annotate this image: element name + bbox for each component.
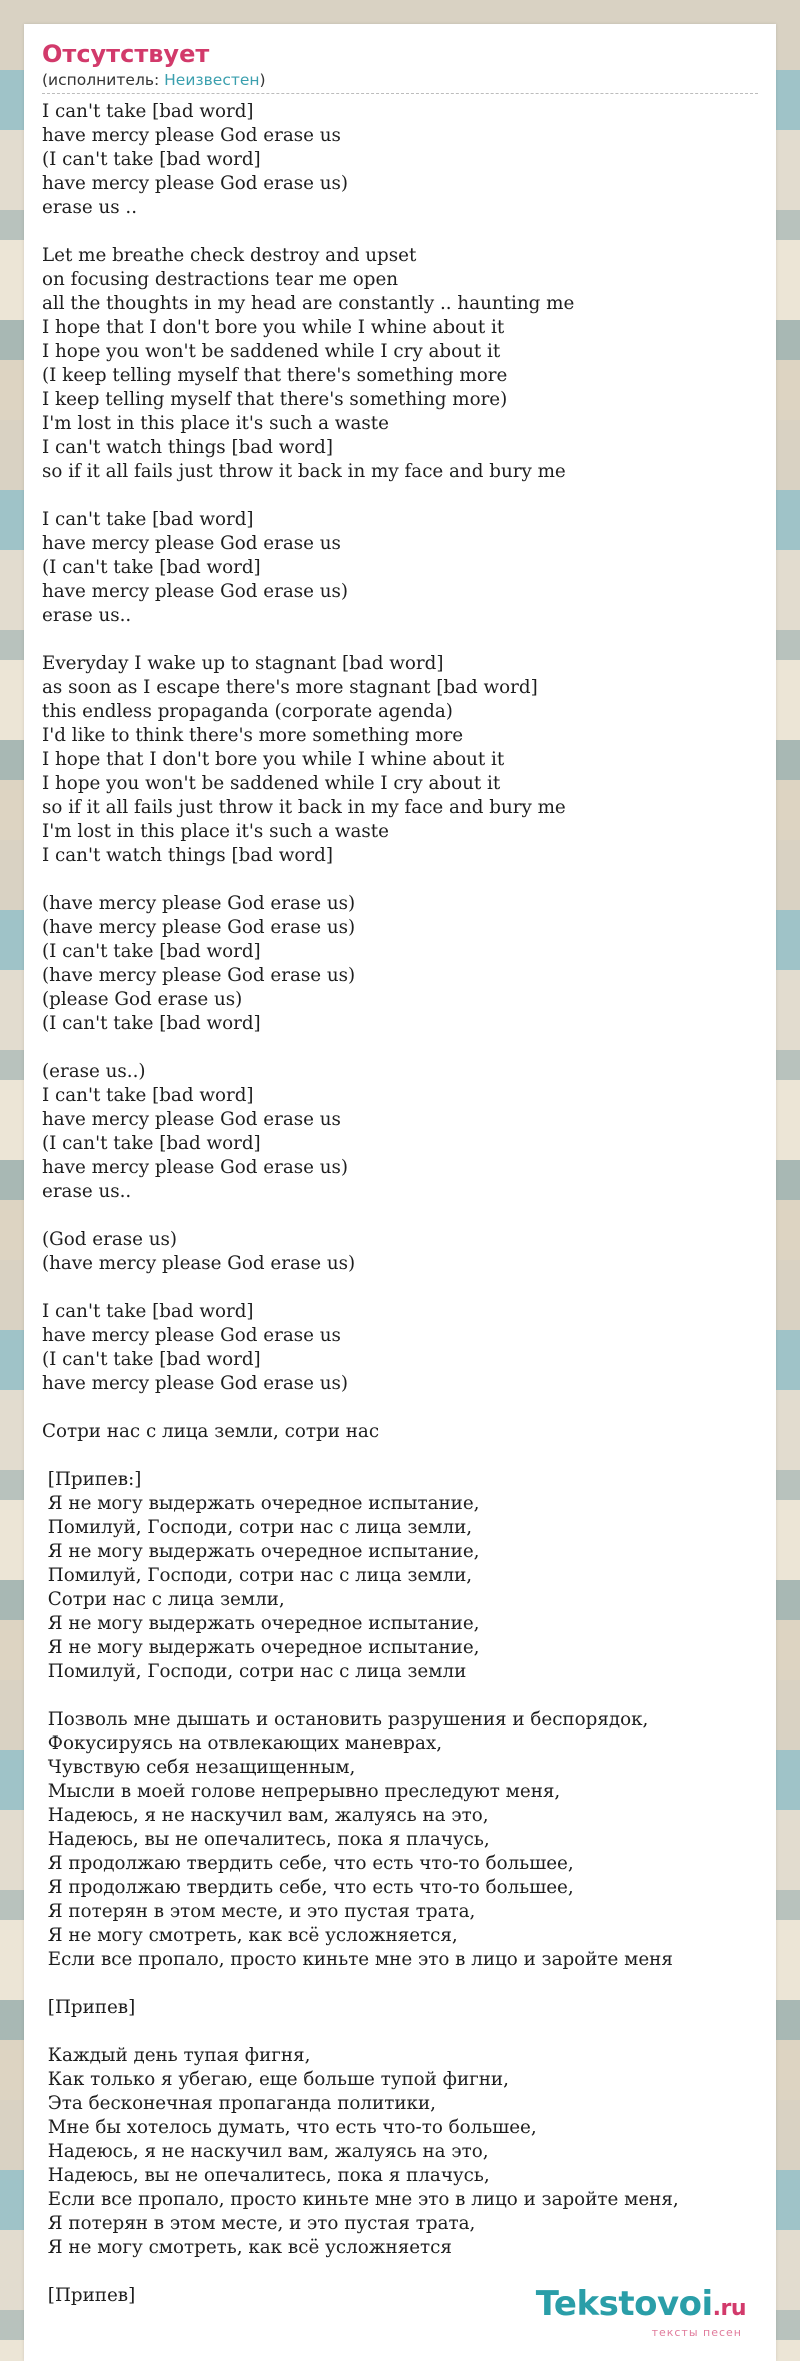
artist-prefix: (исполнитель: [42, 71, 165, 89]
logo-tagline: тексты песен [651, 2326, 742, 2339]
artist-link[interactable]: Неизвестен [164, 71, 260, 89]
site-logo[interactable] [536, 2286, 746, 2339]
lyrics-card [24, 24, 776, 2361]
lyrics-text: I can't take [bad word] have mercy please God erase us (I can't take [bad word] have mercy please God erase us) erase us .. Let me breathe check destroy and upset on focusing destractions tear me open all the thoughts in my head are constantly .. haunting me I hope that I don't bore you while I whine about it I hope you won't be saddened while I cry about it (I keep telling myself that there's something more I keep telling myself that there's something more) I'm lost in this place it's such a waste I can't watch things [bad word] so if it all fails just throw it back in my face and bury me I can't take [bad word] have mercy please God erase us (I can't take [bad word] have mercy please God erase us) erase us.. Everyday I wake up to stagnant [bad word] as soon as I escape there's more stagnant [bad word] this endless propaganda (corporate agenda) I'd like to think there's more something more I hope that I don't bore you while I whine about it I hope you won't be saddened while I cry about it so if it all fails just throw it back in my face and bury me I'm lost in this place it's such a waste I can't watch things [bad word] (have mercy please God erase us) (have mercy please God erase us) (I can't take [bad word] (have mercy please God erase us) (please God erase us) (I can't take [bad word] (erase us..) I can't take [bad word] have mercy please God erase us (I can't take [bad word] have mercy please God erase us) erase us.. (God erase us) (have mercy please God erase us) I can't take [bad word] have mercy please God erase us (I can't take [bad word] have mercy please God erase us) Сотри нас с лица земли, сотри нас [Припев:] Я не могу выдержать очередное испытание, Помилуй, Господи, сотри нас с лица земли, Я не могу выдержать очередное испытание, Помилуй, Господи, сотри нас с лица земли, Сотри нас с лица земли, Я не могу выдержать очередное испытание, Я не могу выдержать очередное испытание, Помилуй, Господи, сотри нас с лица земли Позволь мне дышать и остановить разрушения и беспорядок, Фокусируясь на отвлекающих маневрах, Чувствую себя незащищенным, Мысли в моей голове непрерывно преследуют меня, Надеюсь, я не наскучил вам, жалуясь на это, Надеюсь, вы не опечалитесь, пока я плачусь, Я продолжаю твердить себе, что есть что-то большее, Я продолжаю твердить себе, что есть что-то большее, Я потерян в этом месте, и это пустая трата, Я не могу смотреть, как всё усложняется, Если все пропало, просто киньте мне это в лицо и заройте меня [Припев] Каждый день тупая фигня, Как только я убегаю, еще больше тупой фигни, Эта бесконечная пропаганда политики, Мне бы хотелось думать, что есть что-то большее, Надеюсь, я не наскучил вам, жалуясь на это, Надеюсь, вы не опечалитесь, пока я плачусь, Если все пропало, просто киньте мне это в лицо и заройте меня, Я потерян в этом месте, и это пустая трата, Я не могу смотреть, как всё усложняется [Припев] [42, 101, 679, 2306]
artist-suffix: ) [259, 71, 266, 89]
logo-name: Tekstovoi [535, 2284, 713, 2324]
title-divider [42, 93, 758, 94]
song-title: Отсутствует [42, 40, 210, 68]
logo-tld: .ru [712, 2296, 746, 2321]
artist-line [42, 70, 758, 90]
